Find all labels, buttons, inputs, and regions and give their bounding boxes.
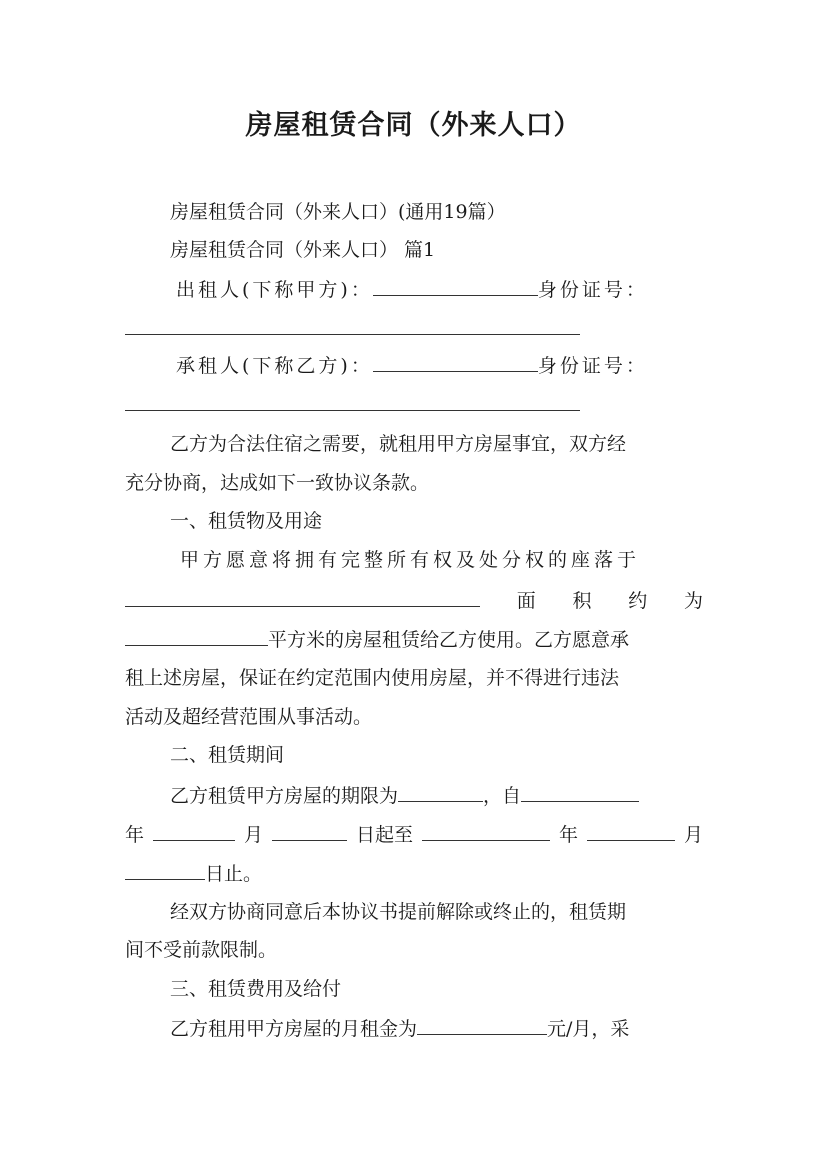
location-blank [125, 587, 480, 607]
article-2-heading: 二、租赁期间 [170, 744, 285, 766]
lessee-id-blank [125, 410, 580, 411]
from-text: ，自 [483, 785, 522, 807]
lessor-line [176, 276, 703, 302]
article-3-line-1 [170, 1015, 703, 1041]
area-char-3: 约 [628, 590, 648, 612]
document-title: 房屋租赁合同（外来人口） [245, 110, 582, 141]
article-1-heading: 一、租赁物及用途 [170, 510, 323, 532]
article-2-p2-line-2: 间不受前款限制。 [125, 939, 278, 961]
article-2-p2-line-1: 经双方协商同意后本协议书提前解除或终止的，租赁期 [170, 901, 627, 923]
lessor-id-blank [125, 334, 580, 335]
year-label: 年 [125, 824, 145, 846]
end-label: 日止。 [205, 863, 263, 885]
article-1-line-1: 甲方愿意将拥有完整所有权及处分权的座落于 [180, 549, 641, 571]
start-day-blank [272, 821, 347, 841]
lessor-label: 出租人(下称甲方)： [176, 279, 373, 301]
day-to-label: 日起至 [355, 824, 413, 846]
month-label-2: 月 [683, 824, 703, 846]
article-2-line-3 [125, 860, 703, 886]
end-day-blank [125, 860, 205, 880]
article-2-line-2 [125, 821, 703, 847]
article-3-heading: 三、租赁费用及给付 [170, 978, 342, 1000]
area-char-1: 面 [516, 590, 536, 612]
article-1-line-5: 活动及超经营范围从事活动。 [125, 706, 373, 728]
article-1-line-4: 租上述房屋，保证在约定范围内使用房屋，并不得进行违法 [125, 667, 620, 689]
rent-blank [417, 1015, 547, 1035]
term-text: 乙方租赁甲方房屋的期限为 [170, 785, 399, 807]
lessee-label: 承租人(下称乙方)： [176, 355, 373, 377]
month-label: 月 [243, 824, 263, 846]
lessee-name-blank [373, 352, 538, 372]
area-char-4: 为 [683, 590, 703, 612]
start-month-blank [153, 821, 235, 841]
area-char-2: 积 [572, 590, 592, 612]
end-month-blank [587, 821, 675, 841]
lessor-name-blank [373, 276, 538, 296]
year-label-2: 年 [558, 824, 578, 846]
article-1-line-2 [125, 587, 703, 613]
intro-line-2: 充分协商，达成如下一致协议条款。 [125, 472, 430, 494]
start-year-blank [521, 782, 639, 802]
end-year-blank [422, 821, 550, 841]
area-tail: 平方米的房屋租赁给乙方使用。乙方愿意承 [268, 629, 630, 651]
lessee-id-label: 身份证号： [537, 355, 648, 377]
rent-unit: 元/月，采 [547, 1018, 630, 1040]
rent-text: 乙方租用甲方房屋的月租金为 [170, 1018, 418, 1040]
article-1-line-3 [125, 626, 703, 652]
term-blank [398, 782, 483, 802]
section-heading: 房屋租赁合同（外来人口） 篇1 [170, 239, 436, 261]
document-subtitle: 房屋租赁合同（外来人口）(通用19篇） [170, 201, 506, 223]
lessor-id-label: 身份证号： [537, 279, 648, 301]
article-2-line-1 [170, 782, 703, 808]
intro-line-1: 乙方为合法住宿之需要，就租用甲方房屋事宜，双方经 [170, 433, 627, 455]
lessee-line [176, 352, 703, 378]
area-blank [125, 626, 268, 646]
